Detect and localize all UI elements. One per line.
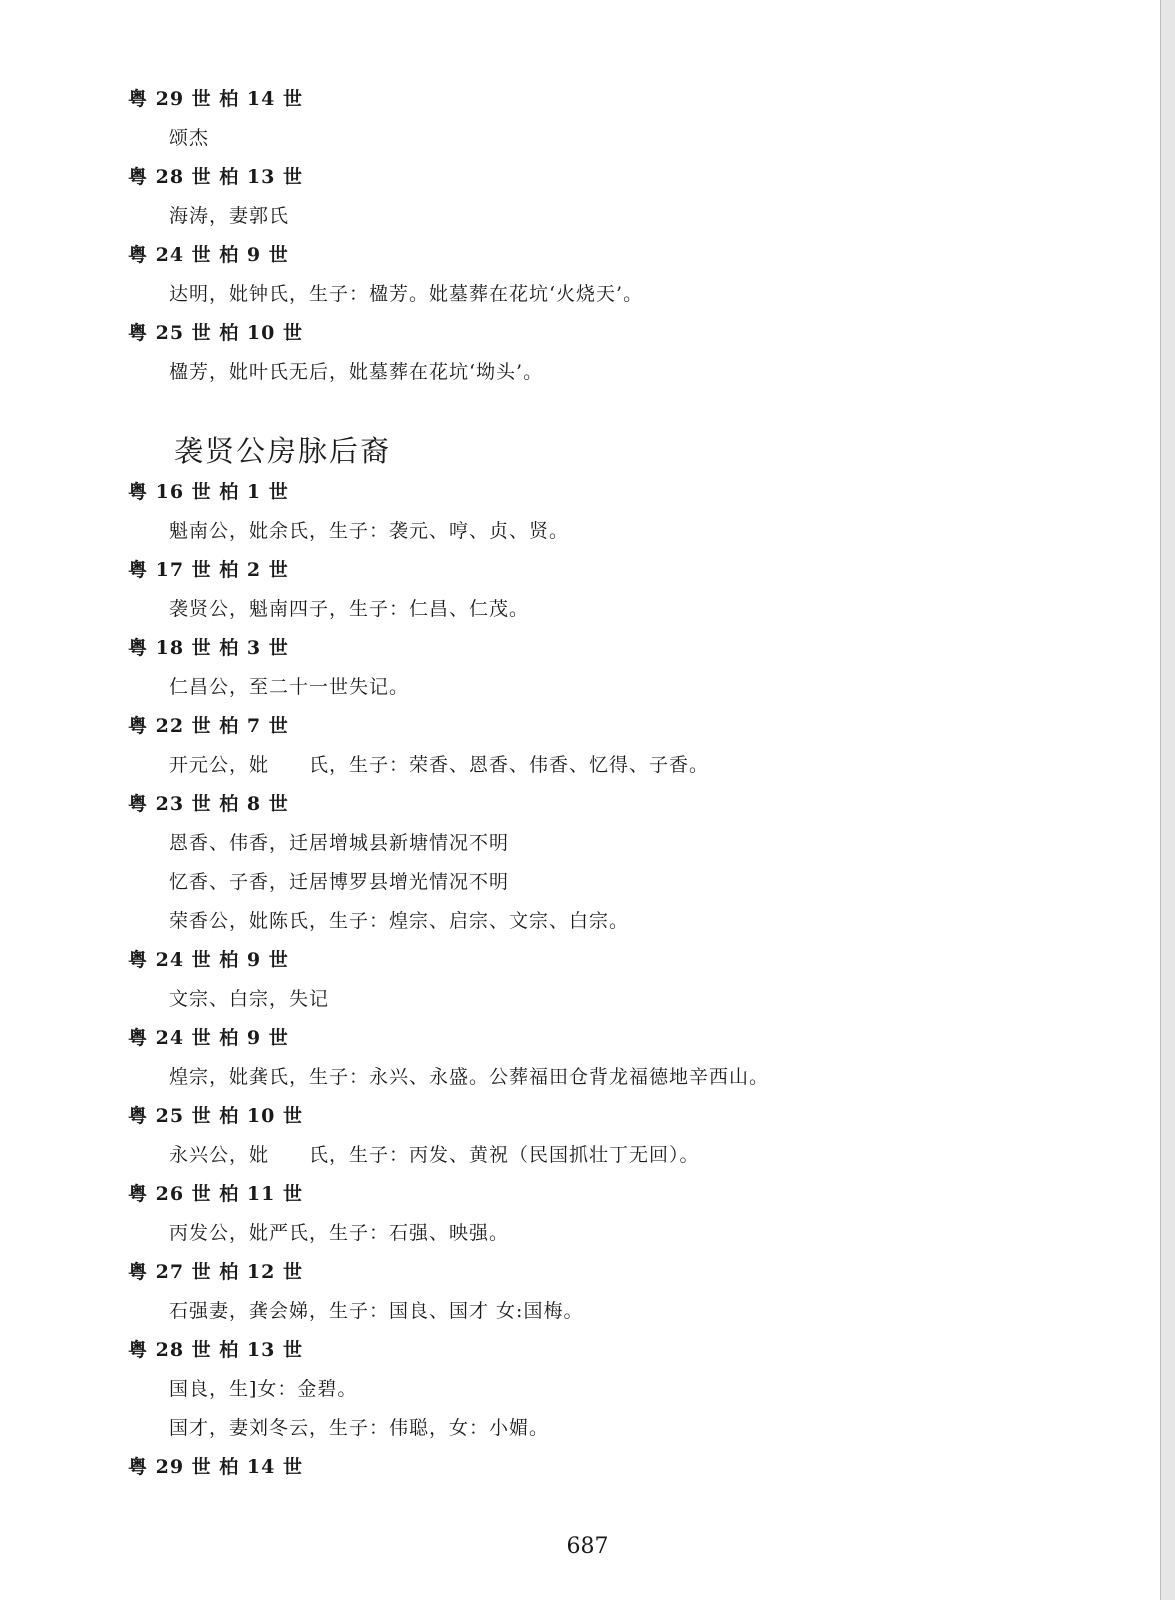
entry-line: 荣香公，妣陈氏，生子：煌宗、启宗、文宗、白宗。 xyxy=(169,910,630,932)
entry-line: 魁南公，妣余氏，生子：袭元、哼、贞、贤。 xyxy=(169,520,570,542)
generation-heading: 粤 24 世 柏 9 世 xyxy=(128,1027,289,1049)
generation-heading: 粤 28 世 柏 13 世 xyxy=(128,166,303,188)
generation-heading: 粤 24 世 柏 9 世 xyxy=(128,244,289,266)
generation-heading: 粤 25 世 柏 10 世 xyxy=(128,1105,303,1127)
entry-line: 达明，妣钟氏，生子：楹芳。妣墓葬在花坑‘火烧天’。 xyxy=(169,283,644,305)
page-edge xyxy=(1160,0,1175,1600)
generation-heading: 粤 16 世 柏 1 世 xyxy=(128,481,289,503)
generation-heading: 粤 29 世 柏 14 世 xyxy=(128,88,303,110)
entry-line: 楹芳，妣叶氏无后，妣墓葬在花坑‘坳头’。 xyxy=(169,361,544,383)
entry-line: 国才，妻刘冬云，生子：伟聪，女：小媚。 xyxy=(169,1417,550,1439)
generation-heading: 粤 25 世 柏 10 世 xyxy=(128,322,303,344)
entry-line: 文宗、白宗，失记 xyxy=(169,988,330,1010)
generation-heading: 粤 27 世 柏 12 世 xyxy=(128,1261,303,1283)
generation-heading: 粤 23 世 柏 8 世 xyxy=(128,793,289,815)
entry-line: 开元公，妣 氏，生子：荣香、恩香、伟香、忆得、子香。 xyxy=(169,754,710,776)
entry-line: 忆香、子香，迁居博罗县增光情况不明 xyxy=(169,871,510,893)
entry-line: 袭贤公，魁南四子，生子：仁昌、仁茂。 xyxy=(169,598,530,620)
generation-heading: 粤 17 世 柏 2 世 xyxy=(128,559,289,581)
entry-line: 丙发公，妣严氏，生子：石强、映强。 xyxy=(169,1222,510,1244)
entry-line: 仁昌公，至二十一世失记。 xyxy=(169,676,410,698)
entry-line: 颂杰 xyxy=(169,127,210,149)
section-title: 袭贤公房脉后裔 xyxy=(174,434,392,468)
page-number: 687 xyxy=(566,1534,609,1559)
generation-heading: 粤 28 世 柏 13 世 xyxy=(128,1339,303,1361)
generation-heading: 粤 29 世 柏 14 世 xyxy=(128,1456,303,1478)
entry-line: 海涛，妻郭氏 xyxy=(169,205,290,227)
generation-heading: 粤 26 世 柏 11 世 xyxy=(128,1183,303,1205)
generation-heading: 粤 24 世 柏 9 世 xyxy=(128,949,289,971)
entry-line: 石强妻，龚会娣，生子：国良、国才 女:国梅。 xyxy=(169,1300,584,1322)
entry-line: 国良，生]女：金碧。 xyxy=(169,1378,358,1400)
entry-line: 恩香、伟香，迁居增城县新塘情况不明 xyxy=(169,832,510,854)
entry-line: 永兴公，妣 氏，生子：丙发、黄祝（民国抓壮丁无回）。 xyxy=(169,1144,700,1166)
entry-line: 煌宗，妣龚氏，生子：永兴、永盛。公葬福田仓背龙福德地辛西山。 xyxy=(169,1066,770,1088)
generation-heading: 粤 22 世 柏 7 世 xyxy=(128,715,289,737)
generation-heading: 粤 18 世 柏 3 世 xyxy=(128,637,289,659)
